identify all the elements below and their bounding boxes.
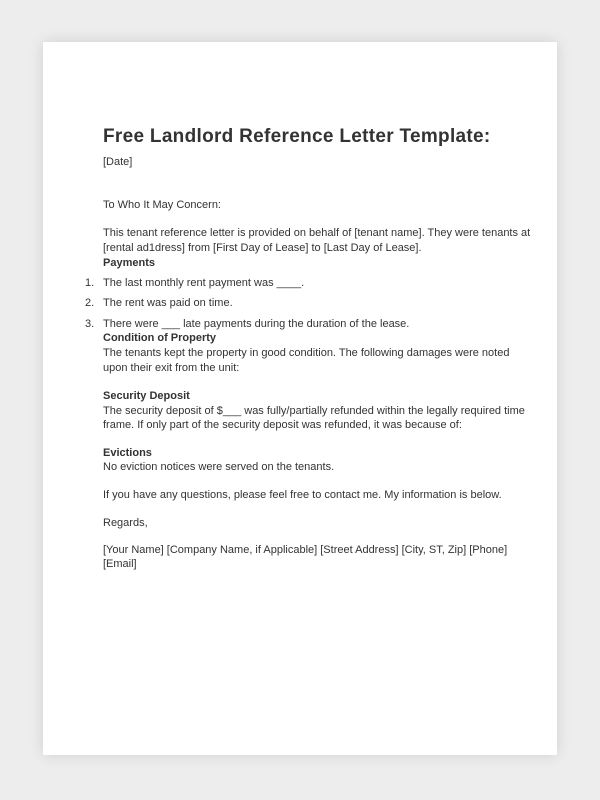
- evictions-heading: Evictions: [103, 447, 152, 459]
- intro-line-1: This tenant reference letter is provided on behalf of [tenant name]. They were tenants at: [103, 227, 531, 239]
- salutation: To Who It May Concern:: [103, 199, 221, 211]
- deposit-line-2: frame. If only part of the security deposit was refunded, it was because of:: [103, 419, 462, 431]
- payment-item-1-number: 1.: [85, 277, 95, 289]
- intro-line-2: [rental ad1dress] from [First Day of Lease] to [Last Day of Lease].: [103, 242, 422, 254]
- condition-heading: Condition of Property: [103, 332, 217, 344]
- payment-item-2-number: 2.: [85, 297, 95, 309]
- deposit-line-1: The security deposit of $___ was fully/partially refunded within the legally required time: [103, 405, 525, 417]
- condition-line-1: The tenants kept the property in good condition. The following damages were noted: [103, 347, 510, 359]
- payments-heading: Payments: [103, 257, 155, 269]
- document-title: Free Landlord Reference Letter Template:: [103, 126, 491, 147]
- condition-line-2: upon their exit from the unit:: [103, 362, 240, 374]
- deposit-heading: Security Deposit: [103, 390, 190, 402]
- payment-item-1-text: The last monthly rent payment was ____.: [103, 277, 305, 289]
- evictions-text: No eviction notices were served on the tenants.: [103, 461, 335, 473]
- closing: Regards,: [103, 517, 148, 529]
- payment-item-3-number: 3.: [85, 318, 95, 330]
- signature-line-2: [Email]: [103, 558, 137, 570]
- letter-page: [43, 42, 557, 755]
- contact-text: If you have any questions, please feel free to contact me. My information is below.: [103, 489, 502, 501]
- date-placeholder: [Date]: [103, 156, 133, 168]
- signature-line-1: [Your Name] [Company Name, if Applicable] [Street Address] [City, ST, Zip] [Phone]: [103, 544, 508, 556]
- payment-item-3-text: There were ___ late payments during the duration of the lease.: [103, 318, 410, 330]
- payment-item-2-text: The rent was paid on time.: [103, 297, 233, 309]
